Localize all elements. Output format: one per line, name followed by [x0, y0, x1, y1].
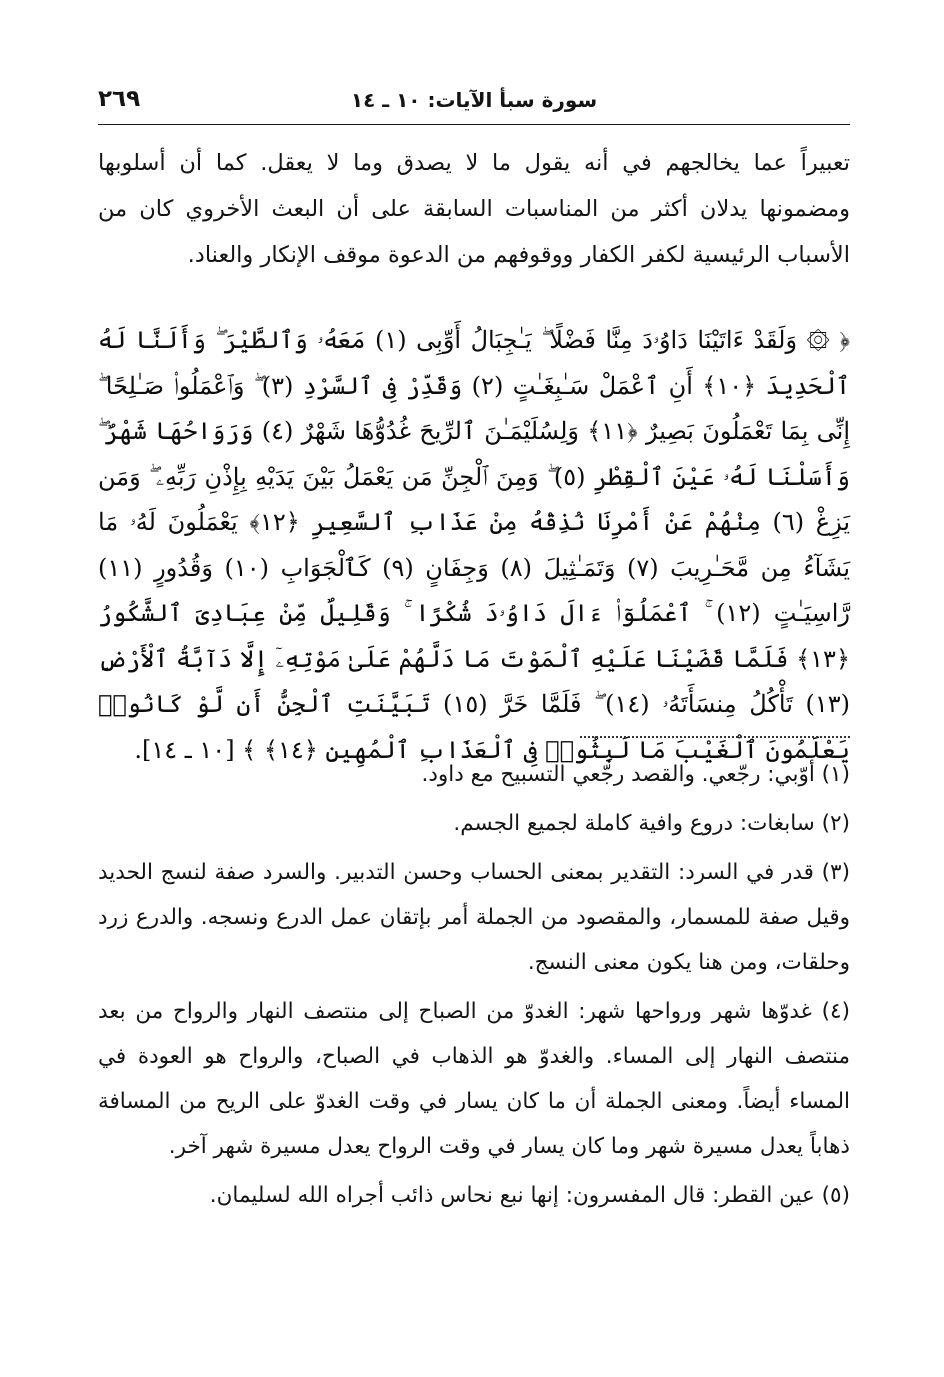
- running-title: سورة سبأ الآيات: ١٠ ـ ١٤: [350, 88, 598, 112]
- footnote-1: (١) أوّبي: رجّعي. والقصد رجّعي التسبيح مع داود.: [421, 762, 850, 787]
- running-header: [98, 84, 850, 125]
- footnote-4: (٤) غدوّها شهر ورواحها شهر: الغدوّ من الصباح إلى منتصف النهار والرواح من بعد منتصف النهار إلى المساء. والغدوّ هو الذهاب في الصباح، والرواح هو العودة في المساء أيضاً. ومعنى الجملة أن ما كان يسار في وقت الغدوّ على الريح من المسافة ذهاباً يعدل مسيرة شهر وما كان يسار في وقت الرواح يعدل مسيرة شهر آخر.: [98, 999, 850, 1159]
- quran-verse-block: ﴿ ۞ وَلَقَدْ ءَاتَيْنَا دَاوُۥدَ مِنَّا فَضْلًا ۖ يَـٰجِبَالُ أَوِّبِى (١) مَعَهُۥ وَٱلطَّيْرَ ۖ وَأَلَنَّا لَهُ ٱلْحَدِيدَ ﴿١٠﴾ أَنِ ٱعْمَلْ سَـٰبِغَـٰتٍ (٢) وَقَدِّرْ فِى ٱلسَّرْدِ (٣) ۖ وَٱعْمَلُوا۟ صَـٰلِحًا ۖ إِنِّى بِمَا تَعْمَلُونَ بَصِيرٌ ﴿١١﴾ وَلِسُلَيْمَـٰنَ ٱلرِّيحَ غُدُوُّهَا شَهْرٌ (٤) وَرَوَاحُهَا شَهْرٌ ۖ وَأَسَلْنَا لَهُۥ عَيْنَ ٱلْقِطْرِ (٥) ۖ وَمِنَ ٱلْجِنِّ مَن يَعْمَلُ بَيْنَ يَدَيْهِ بِإِذْنِ رَبِّهِۦ ۖ وَمَن يَزِغْ (٦) مِنْهُمْ عَنْ أَمْرِنَا نُذِقْهُ مِنْ عَذَابِ ٱلسَّعِيرِ ﴿١٢﴾ يَعْمَلُونَ لَهُۥ مَا يَشَآءُ مِن مَّحَـٰرِيبَ (٧) وَتَمَـٰثِيلَ (٨) وَجِفَانٍ (٩) كَٱلْجَوَابِ (١٠) وَقُدُورٍ (١١) رَّاسِيَـٰتٍ (١٢) ۚ ٱعْمَلُوٓا۟ ءَالَ دَاوُۥدَ شُكْرًا ۚ وَقَلِيلٌ مِّنْ عِبَادِىَ ٱلشَّكُورُ ﴿١٣﴾ فَلَمَّا قَضَيْنَا عَلَيْهِ ٱلْمَوْتَ مَا دَلَّهُمْ عَلَىٰ مَوْتِهِۦٓ إِلَّا دَآبَّةُ ٱلْأَرْضِ (١٣) تَأْكُلُ مِنسَأَتَهُۥ (١٤) ۖ فَلَمَّا خَرَّ (١٥) تَبَيَّنَتِ ٱلْجِنُّ أَن لَّوْ كَانُوا۟ يَعْلَمُونَ ٱلْغَيْبَ مَا لَبِثُوا۟ فِى ٱلْعَذَابِ ٱلْمُهِينِ ﴿١٤﴾ ﴾ [١٠ ـ ١٤].: [98, 326, 851, 764]
- body-paragraph: تعبيراً عما يخالجهم في أنه يقول ما لا يصدق وما لا يعقل. كما أن أسلوبها ومضمونها يدلان أكثر من المناسبات السابقة على أن البعث الأخروي كان من الأسباب الرئيسية لكفر الكفار ووقوفهم من الدعوة موقف الإنكار والعناد.: [98, 150, 850, 268]
- page-number: ٢٦٩: [98, 86, 141, 112]
- footnotes-section: [98, 752, 850, 1222]
- footnote-5: (٥) عين القطر: قال المفسرون: إنها نبع نحاس ذائب أجراه الله لسليمان.: [209, 1183, 850, 1208]
- footnote-2: (٢) سابغات: دروع وافية كاملة لجميع الجسم.: [453, 811, 850, 836]
- footnote-3: (٣) قدر في السرد: التقدير بمعنى الحساب وحسن التدبير. والسرد صفة لنسج الحديد وقيل صفة للمسمار، والمقصود من الجملة أمر بإتقان عمل الدرع ونسجه. والدرع زرد وحلقات، ومن هنا يكون معنى النسج.: [98, 860, 850, 975]
- footnote-separator: [580, 736, 850, 738]
